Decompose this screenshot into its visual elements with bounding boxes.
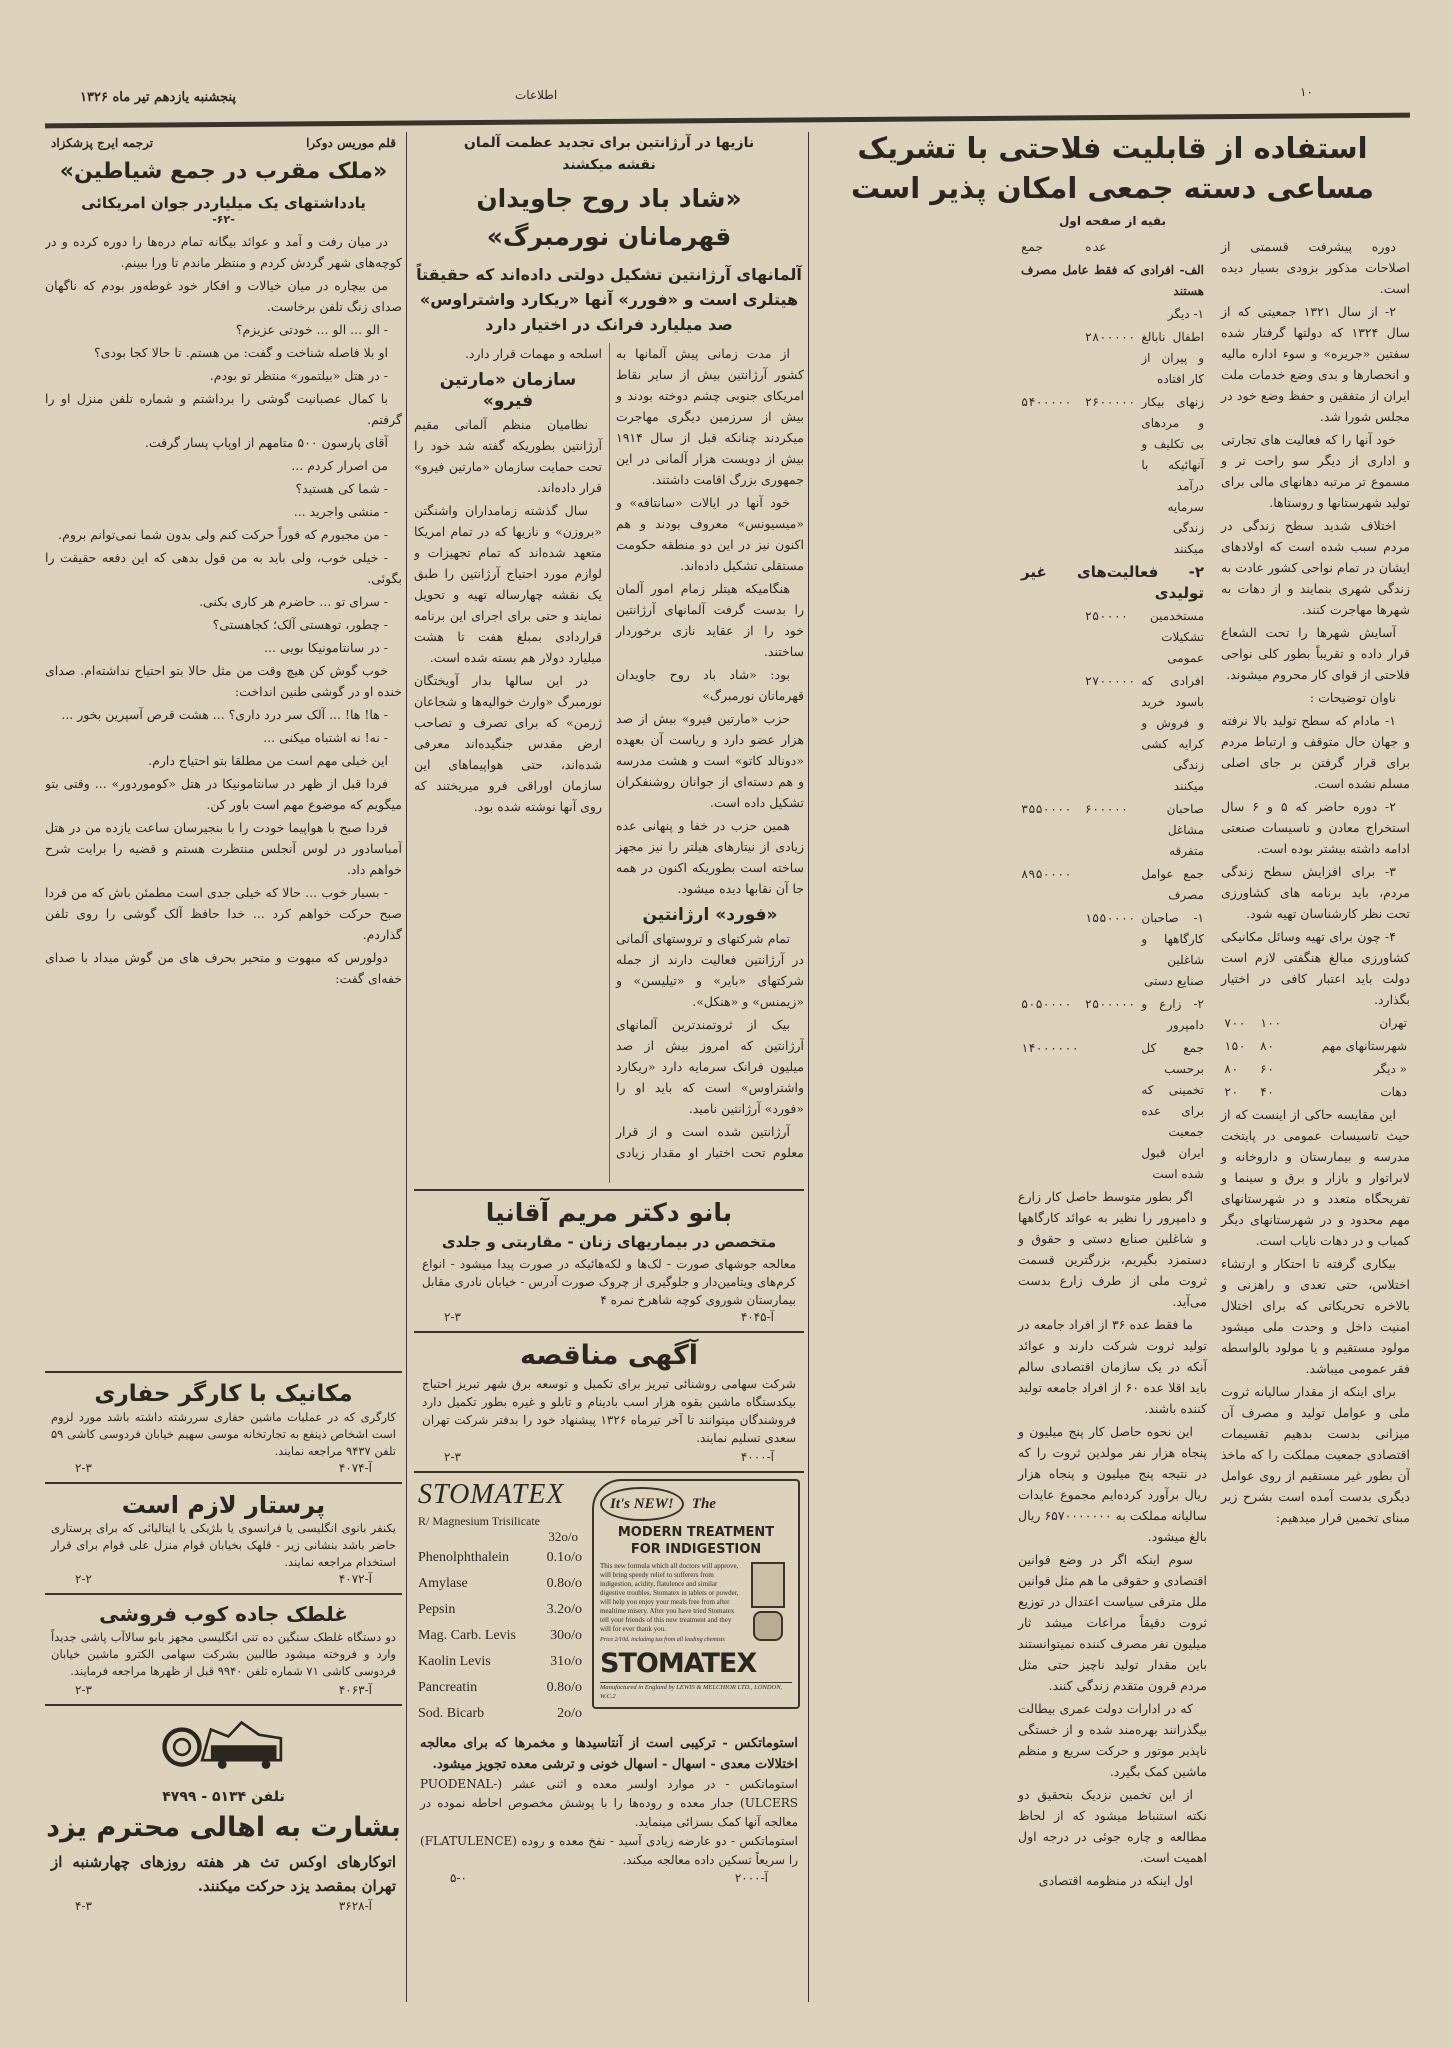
advert-box [592, 1479, 800, 1709]
comparison-row [1221, 1058, 1410, 1081]
paragraph: اگر بطور متوسط حاصل کار زارع و دامپرور را نظیر به عوائد کارگاهها و شاغلین صنایع دستی و حقوق و دستمزد بگیریم، بزرگترین قسمت ثروت ملی از طرف زارع بدست می‌آید. [1018, 1189, 1207, 1309]
paragraph: آرژانتین شده است و از قرار معلوم تحت اختیار او مقدار زیادی اسلحه و مهمات قرار دارد. [464, 346, 804, 1160]
ad-run: ۲-۳ [75, 1461, 92, 1475]
paragraph: هنگامیکه هیتلر زمام امور آلمان را بدست گرفت آلمانهای آرژانتین خود را از عقاید نازی برخوردار ساختند. [616, 581, 804, 659]
table-row [1018, 798, 1207, 863]
paragraph: بود: «شاد باد روح جاویدان قهرمانان نورمبرگ» [616, 667, 804, 703]
paragraph: ۴- چون برای تهیه وسائل مکانیکی کشاورزی مبالغ هنگفتی لازم است دولت باید اعتبار کافی در اختیار بگذارد. [1221, 929, 1410, 1007]
row-label: جمع کل برحسب تخمینی که برای عده جمعیت ایران قبول شده است [1141, 1041, 1204, 1181]
row-total: ۵۴۰۰۰۰۰ [1021, 395, 1072, 409]
row-label: جمع عوامل مصرف [1141, 867, 1204, 902]
ad-code: آ-۴۰۷۲ [338, 1572, 372, 1586]
row-count [1082, 1037, 1139, 1186]
row-total: ۸۹۵۰۰۰۰ [1021, 867, 1072, 881]
table-row [1018, 605, 1207, 670]
ingredient-name: Mag. Carb. Levis [418, 1628, 516, 1643]
paragraph: این نحوه حاصل کار پنج میلیون و پنجاه هزار نفر مولدین ثروت را که در نتیجه پنج میلیون و پنجاه هزار ریال برآورد کرده‌ایم مجموع عایدات سالیانه مملکت به ۶۵۷۰۰۰۰۰۰۰ ریال بالغ میشود. [1018, 1424, 1207, 1544]
the-word: The [691, 1496, 716, 1512]
article-headline: «ملک مقرب در جمع شیاطین» [59, 159, 388, 184]
population-table [1018, 236, 1207, 1186]
paragraph: فردا صبح با هواپیما خودت را با بنجیرسان ساعت یازده من در هتل آمباسادور در لوس آنجلس منتظرت هستم و قضیه را برایت شرح خواهم داد. [45, 820, 402, 877]
paragraph: اختلاف شدید سطح زندگی در مردم سبب شده است که اولادهای ایشان در تمام نواحی کشور عادت به زندگی شهری بنمایند و از دهات به شهرها مهاجرت کنند. [1221, 518, 1410, 617]
place: « دیگر [1373, 1062, 1407, 1076]
paragraph: - بسیار خوب ... حالا که خیلی جدی است مطمئن باش که من فردا صبح حرکت خواهم کرد ... خدا حافظ آلک گوشی را روی تلفن گذاردم. [45, 885, 402, 942]
ingredient-name: Kaolin Levis [418, 1654, 491, 1669]
issue-date: پنجشنبه یازدهم تیر ماه ۱۳۲۶ [80, 90, 236, 105]
masthead: اطلاعات [515, 88, 558, 102]
ad-doctor [414, 1189, 804, 1331]
paragraph: - منشی واجرید ... [293, 504, 388, 519]
maker-line: Manufactured in England by LEWIS & MELCHIOR LTD., LONDON, W.C.2 [600, 1682, 792, 1701]
paragraph: نظامیان منظم آلمانی مقیم آرژانتین بطوریکه گفته شد خود را تحت حمایت سازمان «مارتین فیرو» قرار داده‌اند. [414, 417, 602, 495]
new-badge: It's NEW! [600, 1487, 684, 1521]
ad-title: غلطک جاده کوب فروشی [99, 1602, 348, 1626]
row-count: ۲۸۰۰۰۰۰ [1084, 330, 1136, 344]
paragraph: با کمال عصبانیت گوشی را برداشتم و شماره تلفن منزل او را گرفتم. [45, 391, 402, 427]
middle-article [414, 132, 804, 1183]
ingredient-row [418, 1649, 586, 1675]
paragraph: من اصرار کردم ... [291, 458, 388, 473]
ad-code: آ-۴۰۷۴ [338, 1461, 372, 1475]
ad-body: دو دستگاه غلطک سنگین ده تنی انگلیسی مجهز بابو سالاآب پاشی جدیداً وارد و فروخته میشود طالبین بشرکت سهامی الکترو ماشین خیابان فردوسی کاشی ۷۱ شماره تلفن ۹۹۴۰ قبل از ظهرها مراجعه فرمایند. [51, 1630, 396, 1678]
paragraph: فردا قبل از ظهر در سانتامونیکا در هتل «کوموردور» ... وقتی بتو میگویم که موضوع مهم است باور کن. [45, 776, 402, 812]
article-body [414, 343, 804, 1183]
table-row [1018, 670, 1207, 798]
ad-paragraph: استوماتکس - در موارد اولسر معده و اثنی عشر (PUODENAL-ULCERS) جدار معده و روده‌ها را با پوشش مخصوص احاطه نموده در معالجه آنها کمک بسزائی مینماید. [420, 1777, 798, 1829]
paragraph: بیک از ثروتمندترین آلمانهای آرژانتین که امروز بیش از صد میلیون فرانک سرمایه دارد «ریکارد واشتراوس» است که باید او را «فورد» آرژانتین نامید. [616, 1017, 804, 1116]
table-row [1018, 326, 1207, 391]
ad-code: آ-۴۰۴۵ [740, 1310, 774, 1324]
paragraph: ما فقط عده ۳۶ از افراد جامعه در تولید ثروت شرکت دارند و عوائد آنکه در یک سازمان اقتصادی سالم باید اقلا عده ۶۰ از افراد جامعه تولید کننده باشند. [1018, 1317, 1207, 1416]
header-rule [45, 113, 1410, 129]
ad-body: اتوکارهای اوکس تث هر هفته روزهای چهارشنبه از تهران بمقصد یزد حرکت میکنند. [51, 1853, 396, 1895]
place: دهات [1380, 1085, 1407, 1099]
table-row [1018, 1037, 1207, 1186]
paragraph: آقای پارسون ۵۰۰ متامهم از اوپاپ پسار گرفت. [144, 435, 388, 450]
row-label: افرادی که باسود خرید و فروش و کرایه کشی زندگی میکنند [1141, 674, 1204, 793]
paragraph: ۳- برای افزایش سطح زندگی مردم، باید برنامه های کشاورزی تحت نظر کارشناسان تهیه شود. [1221, 864, 1410, 921]
row-total [1018, 907, 1082, 993]
left-column [45, 135, 402, 1920]
comparison-row [1221, 1035, 1410, 1058]
paragraph: سوم اینکه اگر در وضع قوانین اقتصادی و حقوقی ما هم مثل قوانین ملل مترقی سیاست اعتدال در توزیع ثروت دقیقاً مراعات میشد ثار میلیون نفر مصرف کننده نمیتوانستند باین مقدار تولید ناچیز حتی مثل مردم قرون متقدم زندگی کنند. [1018, 1552, 1207, 1693]
paragraph: این مقایسه حاکی از اینست که از حیث تاسیسات عمومی در پایتخت مدرسه و بیمارستان و داروخانه و لابراتوار و بازار و برق و سینما و تفریحگاه متعدد و در شهرستانهای مهم محدود و در شهرستانهای دیگر کمیاب و در دهات نایاب است. [1221, 1107, 1410, 1248]
author: قلم موریس دوکرا [306, 136, 396, 150]
row-label: مستخدمین تشکیلات عمومی [1150, 609, 1204, 665]
ingredient-name: Pepsin [418, 1602, 456, 1617]
ingredient-name: Amylase [418, 1576, 468, 1591]
ingredient-row [418, 1623, 586, 1649]
column-divider [406, 132, 407, 2002]
row-total: ۵۰۵۰۰۰۰ [1021, 997, 1072, 1011]
row-count: ۶۰۰۰۰۰ [1084, 802, 1129, 816]
ad-body: معالجه جوشهای صورت - لک‌ها و لکه‌هائیکه در صورت پیدا میشود - انواع کرم‌های ویتامین‌دار و جلوگیری از چروک صورت آدرس - خیابان نادری مقابل بیمارستان شوروی کوچه شاهرخ نمره ۴ [422, 1257, 796, 1307]
paragraph: - چطور، توهستی آلک؛ کجاهستی؟ [212, 617, 388, 632]
row-total: ۳۵۵۰۰۰۰ [1021, 802, 1072, 816]
left-article [45, 135, 402, 1365]
comparison-row [1221, 1012, 1410, 1035]
product-jar-icon [753, 1611, 783, 1641]
row-label: صاحبان مشاغل متفرقه [1166, 802, 1204, 858]
article-kicker: نازیها در آرژانتین برای تجدید عظمت آلمان نقشه میکشند [463, 135, 755, 173]
row-count: ۲۵۰۰۰۰ [1084, 609, 1129, 623]
paragraph: سال گذشته زمامداران واشنگتن «بروزن» و نازیها که در تمام امریکا متعهد شده‌اند که تمام تجهیزات و لوازم مورد احتیاج آرژانتین را طبق یک نقشه چهارساله تهیه و تحویل نمایند و حتی برای اجرای این برنامه قراردادی بمبلغ هفت تا هشت میلیارد دولار هم بسته شده است. [414, 503, 602, 665]
ad-title: آگهی مناقصه [519, 1340, 699, 1371]
row-count: ۱۵۵۰۰۰۰ [1084, 911, 1136, 925]
paragraph: - در سانتامونیکا بویی ... [264, 640, 388, 655]
row-label: زنهای بیکار و مردهای بی تکلیف و آنهائیکه با درآمد سرمایه زندگی میکنند [1141, 395, 1204, 556]
group-heading: ۱- دیگر [1167, 307, 1204, 321]
ingredient-name: Pancreatin [418, 1680, 478, 1695]
phone-line: تلفن ۵۱۳۴ - ۴۷۹۹ [162, 1789, 285, 1805]
ad-run: ۲-۳ [75, 1683, 92, 1697]
col-header: جمع [1021, 240, 1043, 254]
section-subhead: سازمان «مارتین فیرو» [439, 370, 577, 411]
value: ۸۰ [1224, 1062, 1239, 1076]
paragraph: آسایش شهرها را تحت الشعاع قرار داده و تقریباً بطور کلی نواحی فلاحتی از قوای کار محروم میشوند. [1221, 625, 1410, 682]
ingredient-name: Sod. Bicarb [418, 1706, 485, 1721]
ad-headline [600, 1524, 792, 1558]
ad-code: آ-۴۰۰۰ [740, 1450, 774, 1464]
paragraph: بیکاری گرفته تا احتکار و ارتشاء اختلاس، حتی تعدی و راهزنی و بالاخره تحریکاتی که برای اختلال امنیت داخل و وحدت ملی میشود مولود مستقیم و یا مولود بالواسطه فقر عمومی میباشد. [1221, 1256, 1410, 1376]
ad-subtitle: متخصص در بیماریهای زنان - مقاربتی و جلدی [441, 1233, 777, 1251]
brand-small: STOMATEX [418, 1479, 565, 1510]
row-label: اطفال نابالغ و پیران از کار افتاده [1141, 330, 1204, 386]
value: ۶۰ [1259, 1062, 1275, 1076]
price-line: Price 2/10d. including tax from all leading chemists [600, 1637, 725, 1643]
table-row [1018, 391, 1207, 561]
paragraph: از این تخمین نزدیک بتحقیق دو نکته استنباط میشود که از لحاظ مطالعه و چاره جوئی در درجه اول اهمیت است. [1018, 1787, 1207, 1865]
continued-note: بقیه از صفحه اول [1058, 214, 1166, 228]
paragraph: در میان رفت و آمد و عوائد بیگانه تمام دره‌ها را دوره کرده و در کوچه‌های شهر گردش کردم و منتظر ماندم تا ورا ببینم. [45, 234, 402, 270]
ad-mechanic [45, 1371, 402, 1482]
ingredient-value: 0.8o/o [546, 1680, 582, 1695]
ad-title: بانو دکتر مریم آقانیا [485, 1198, 733, 1227]
paragraph: دولورس که مبهوت و متحیر بحرف های من گوش میداد با صدای خفه‌ای گفت: [45, 950, 402, 986]
comparison-row [1221, 1081, 1410, 1104]
rx-line: R/ Magnesium Trisilicate [418, 1514, 541, 1528]
ingredient-value: 31o/o [550, 1654, 582, 1669]
ad-body: شرکت سهامی روشنائی تبریز برای تکمیل و توسعه برق شهر تبریز احتیاج بیکدستگاه ماشین بقوه هزار اسب بادینام و تابلو و غیره بطور تکمیل دارد فروشندگان میتوانند تا آخر تیرماه ۱۳۲۶ پیشنهاد خود را بدفتر شرکت تهران سعدی تسلیم نمایند. [422, 1377, 796, 1445]
ad-title: بشارت به اهالی محترم یزد [46, 1812, 401, 1843]
place: شهرستانهای مهم [1321, 1039, 1407, 1053]
paragraph: که در ادارات دولت عمری بیطالت بیگذرانند بهره‌مند شده و از خستگی ناپذیر موتور و حرکت سریع و منظم ماشین کمک بگیرد. [1018, 1701, 1207, 1779]
paragraph: - سرای تو ... حاضرم هر کاری بکنی. [199, 594, 388, 609]
paragraph: - نه! نه اشتباه میکنی ... [263, 730, 388, 745]
translator: ترجمه ایرج پزشکزاد [51, 136, 154, 150]
ad-persian-text [414, 1727, 804, 1886]
ad-run: ۵-۰ [450, 1871, 467, 1885]
section-subhead: «فورد» ارژانتین [642, 905, 778, 925]
ad-body: یکنفر بانوی انگلیسی یا فرانسوی یا بلژیکی یا ایتالیائی که برای پرستاری حاضر باشد بنشانی زیر - قلهک بخیابان قوام منزل علی قوام برای قرار استخدام مراجعه نمایند. [51, 1521, 396, 1569]
row-count [1082, 863, 1139, 907]
row-total: ۱۴۰۰۰۰۰۰ [1021, 1041, 1079, 1055]
paragraph: - در هتل «بیلتمور» منتظر تو بودم. [209, 368, 388, 383]
ad-run: ۲-۳ [444, 1310, 461, 1324]
row-total [1018, 326, 1082, 391]
ad-code: آ-۳۶۲۸ [338, 1899, 372, 1913]
paragraph: ناوان توضیحات : [1309, 690, 1396, 705]
place: تهران [1379, 1016, 1407, 1030]
ingredient-value: 0.8o/o [546, 1576, 582, 1591]
ingredient-value: 2o/o [557, 1706, 582, 1721]
column-divider [808, 132, 809, 2002]
comparison-table [1221, 1012, 1410, 1104]
group-heading: الف- افرادی که فقط عامل مصرف هستند [1021, 263, 1204, 298]
ingredient-value: 0.1o/o [546, 1550, 582, 1565]
row-label: ۲- زارع و دامپرور [1141, 997, 1204, 1032]
paragraph: ۲- دوره حاضر که ۵ و ۶ سال استخراج معادن و تاسیسات صنعتی ادامه داشته بیشتر بوده است. [1221, 799, 1410, 856]
article-body [45, 231, 402, 1365]
ingredient-panel [418, 1479, 586, 1727]
product-box-icon [751, 1562, 785, 1608]
paragraph: - شما کی هستید؟ [295, 481, 388, 496]
ad-body: کارگری که در عملیات ماشین حفاری سررشته داشته باشد مورد لزوم است اشخاص ذینفع به تجارتخانه موسی سهیم خیابان فردوسی کاشی ۵۹ تلفن ۹۴۳۷ مراجعه نمایند. [51, 1410, 396, 1458]
headline-line: FOR INDIGESTION [630, 1542, 762, 1557]
row-total [1018, 670, 1082, 798]
value: ۴۰ [1259, 1085, 1275, 1099]
paragraph: خود آنها در ایالات «سانتافه» و «میسیونس» معروف بودند و هم اکنون نیز در این دو منطقه حکومت مستقلی تشکیل داده‌اند. [616, 495, 804, 573]
bus-logo-icon [154, 1712, 294, 1782]
paragraph: - من مجبورم که فوراً حرکت کنم ولی بدون شما نمی‌توانم بروم. [58, 527, 388, 542]
paragraph: ۱- مادام که سطح تولید بالا نرفته و جهان حال متوقف و ارتباط مردم برای قرار گرفتن بر جای اصلی مسلم نشده است. [1221, 713, 1410, 791]
group-heading: ۲- فعالیت‌های غیر تولیدی [1021, 563, 1204, 602]
paragraph: حزب «مارتین فیرو» بیش از صد هزار عضو دارد و ریاست آن بعهده «دونالد کاتو» است و هشت مدرسه و هم دسته‌ای از جوانان روشنفکران تشکیل داده است. [616, 711, 804, 810]
value: ۱۵۰ [1224, 1039, 1246, 1053]
right-article [815, 128, 1410, 2008]
article-subheadline: یادداشتهای یک میلیاردر جوان امریکائی [81, 194, 366, 212]
table-row [1018, 907, 1207, 993]
table-row [1018, 863, 1207, 907]
paragraph: دوره پیشرفت قسمتی از اصلاحات مذکور بزودی بسیار دیده است. [1221, 239, 1410, 296]
paragraph: او بلا فاصله شناخت و گفت: من هستم. تا حالا کجا بودی؟ [94, 345, 388, 360]
row-count: ۲۷۰۰۰۰۰ [1084, 674, 1136, 688]
value: ۷۰۰ [1224, 1016, 1246, 1030]
ad-paragraph: استوماتکس - ترکیبی است از آنتاسیدها و مخمرها که برای معالجه اختلالات معدی - اسهال - اسهال خونی و ترشی معده تجویز میشود. [420, 1736, 798, 1772]
ad-blurb: This new formula which all doctors will approve, will bring speedy relief to sufferers from indigestion, acidity, flatulence and similar digestive troubles. Stomatex in tablets or powder, will help you enjoy your meals free from after mealtime misery. After you have tried Stomatex tell your friends of this new treatment and they will for ever thank you. [600, 1562, 739, 1633]
ad-tender [414, 1331, 804, 1471]
ad-nurse [45, 1482, 402, 1593]
ingredient-name: Phenolphthalein [418, 1550, 509, 1565]
paragraph: در این سالها بدار آویختگان نورمبرگ «وارث خوالیه‌ها و شجاعان ژرمن» که برای تصرف و تصاحب ارض مقدس جنگیده‌اند معرفی شده‌اند، حتی هواپیماهای این سازمان اوراقی فرو میریختند که روی آنها نوشته شده بود. [414, 673, 602, 814]
ad-bus [45, 1704, 402, 1920]
article-subheadline: آلمانهای آرژانتین تشکیل دولتی داده‌اند که حقیقتاً هیتلری است و «فورر» آنها «ریکارد واشتراوس» صد میلیارد فرانک در اختیار دارد [416, 265, 802, 334]
middle-column [414, 132, 804, 1892]
ad-title: مکانیک با کارگر حفاری [94, 1381, 353, 1407]
row-count: ۲۵۰۰۰۰۰ [1084, 997, 1136, 1011]
paragraph: اول اینکه در منظومه اقتصادی [1038, 1873, 1193, 1888]
article-headline: استفاده از قابلیت فلاحتی با تشریک مساعی دسته جمعی امکان پذیر است [851, 131, 1374, 205]
paragraph: - خیلی خوب، ولی باید به من قول بدهی که این دفعه حقیقت را بگوئی. [45, 550, 402, 586]
paragraph: - ها! ها! ... آلک سر درد داری؟ ... هشت قرص آسپرین بخور ... [61, 707, 388, 722]
ingredient-row [418, 1545, 586, 1571]
page-number: ۱۰ [1300, 85, 1313, 99]
row-label: ۱- صاحبان کارگاهها و شاغلین صنایع دستی [1141, 911, 1204, 988]
ingredient-value: 30o/o [550, 1628, 582, 1643]
value: ۱۰۰ [1259, 1016, 1282, 1030]
row-total [1018, 605, 1082, 670]
paragraph: تمام شرکتهای و تروستهای آلمانی در آرژانتین فعالیت دارند از جمله شرکتهای «بایر» و «تیلیسن» و «زیمنس» و «هنکل». [616, 931, 804, 1009]
paragraph: خوب گوش کن هیچ وقت من مثل حالا بتو احتیاج نداشته‌ام. صدای خنده او در گوشی طنین انداخت: [45, 663, 402, 699]
ad-run: ۴-۳ [75, 1899, 92, 1913]
paragraph: خود آنها را که فعالیت های تجارتی و اداری از دیگر سو راحت تر و مسموع تر مرتبه دهانهای مالی برای تولید شهرستانها و روستاها. [1221, 432, 1410, 510]
ingredient-row [418, 1701, 586, 1727]
col-header: عده [1084, 240, 1107, 254]
row-count: ۲۶۰۰۰۰۰ [1084, 395, 1136, 409]
ad-code: آ-۴۰۶۳ [338, 1683, 372, 1697]
value: ۲۰ [1224, 1085, 1239, 1099]
value: ۸۰ [1259, 1039, 1275, 1053]
ingredient-row [418, 1675, 586, 1701]
article-body [815, 236, 1410, 2006]
ad-code: آ-۲۰۰۰ [734, 1871, 768, 1885]
ingredient-row [418, 1597, 586, 1623]
ad-run: ۲-۲ [75, 1572, 92, 1586]
rx-value: 32o/o [548, 1529, 578, 1544]
table-row [1018, 993, 1207, 1037]
paragraph: از مدت زمانی پیش آلمانها به کشور آرژانتین بیش از سایر نقاط امریکای جنوبی چشم دوخته بودند و بیش از سرزمین دیگری مهاجرت میکردند چنانکه قبل از سال ۱۹۱۴ بیش از دویست هزار آلمانی در این جمهوری بزرگ اقامت داشتند. [616, 346, 804, 487]
paragraph: ۲- از سال ۱۳۲۱ جمعیتی که از سال ۱۳۲۴ که دولتها گرفتار شده سفتین «جریره» و سوء اداره مالیه و انحصارها و بدی وضع خدمات ملت ایران از متفقین و حفظ وضع خود در مجلس شورا شد. [1221, 304, 1410, 424]
ingredient-row [418, 1571, 586, 1597]
paragraph: من بیچاره در میان خیالات و افکار خود غوطه‌ور بودم که ناگهان صدای زنگ تلفن برخاست. [45, 278, 402, 314]
ad-paragraph: استوماتکس - دو عارضه زیادی آسید - نفخ معده و روده (FLATULENCE) را سریعاً تسکین داده معالجه میکند. [420, 1834, 798, 1867]
brand-big: STOMATEX [600, 1648, 757, 1679]
paragraph: همین حزب در خفا و پنهانی عده زیادی از نیتارهای هیلتر را نیز مجهز ساخته است بطوریکه اکنون در همه جا آن نقابها دیده میشود. [616, 818, 804, 896]
headline-line: MODERN TREATMENT [617, 1525, 775, 1540]
ad-stomatex [414, 1471, 804, 1892]
paragraph: برای اینکه از مقدار سالیانه ثروت ملی و عوامل تولید و مصرف آن میزانی بدست بدهیم تقسیمات اقتصادی جمعیت مملکت را که ماخذ آن بطور غیر مستقیم از روی عوامل دیگری بدست آمده است بشرح زیر مبنای تخمین قرار میدهیم: [1221, 1384, 1410, 1525]
paragraph: - الو ... الو ... خودتی عزیزم؟ [235, 322, 388, 337]
paragraph: این خیلی مهم است من مطلقا بتو احتیاج دارم. [148, 753, 388, 768]
ad-roller [45, 1593, 402, 1704]
article-headline: «شاد باد روح جاویدان قهرمانان نورمبرگ» [476, 184, 742, 251]
ad-run: ۲-۳ [444, 1450, 461, 1464]
ad-title: پرستار لازم است [121, 1491, 326, 1519]
ingredient-value: 3.2o/o [546, 1602, 582, 1617]
installment-number: -۶۲- [212, 213, 235, 226]
